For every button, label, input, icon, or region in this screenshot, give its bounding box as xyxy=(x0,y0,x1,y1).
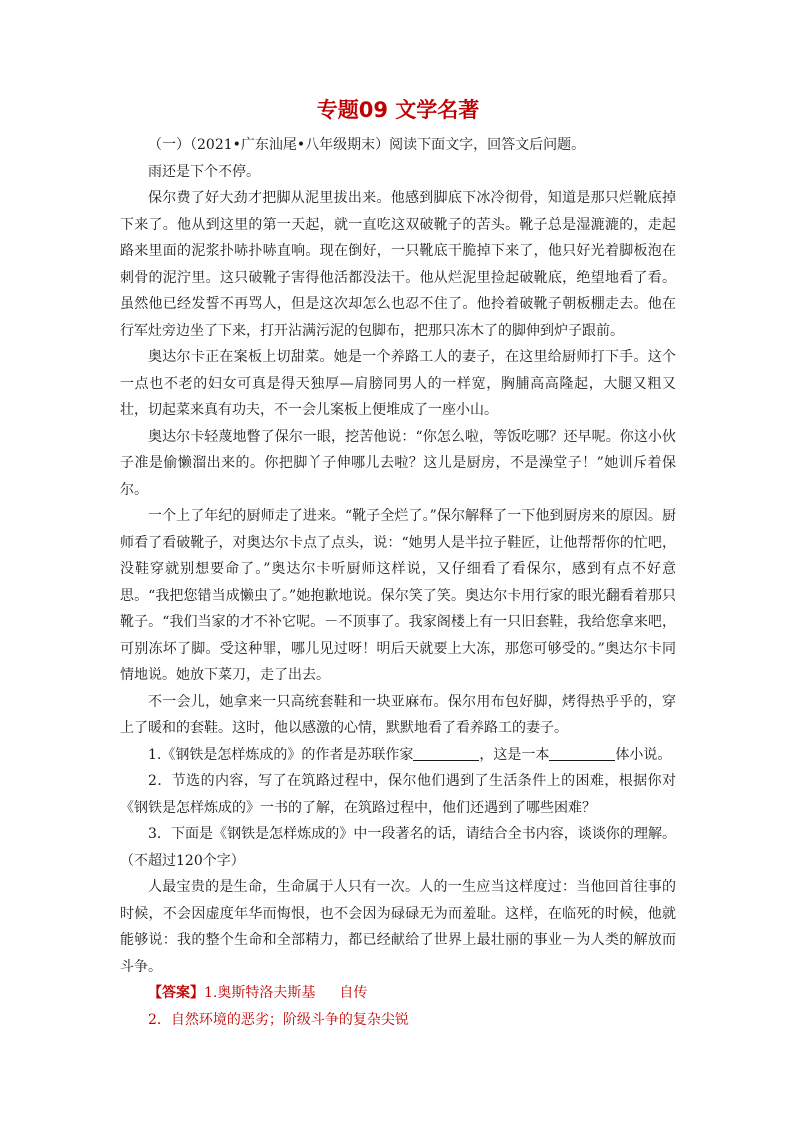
passage-paragraph-2: 保尔费了好大劲才把脚从泥里拔出来。他感到脚底下冰冷彻骨，知道是那只烂靴底掉下来了。他从到这里的第一天起，就一直吃这双破靴子的苦头。靴子总是湿漉漉的，走起路来里面的泥浆扑哧扑哧直响。现在倒好，一只靴底干脆掉下来了，他只好光着脚板泡在刺骨的泥泞里。这只破靴子害得他活都没法干。他从烂泥里捡起破靴底，绝望地看了看。虽然他已经发誓不再骂人，但是这次却怎么也忍不住了。他拎着破靴子朝板棚走去。他在行军灶旁边坐了下来，打开沾满污泥的包脚布，把那只冻木了的脚伸到炉子跟前。 xyxy=(120,190,676,339)
passage-paragraph-1: 雨还是下个不停。 xyxy=(148,163,260,180)
question-3: 3．下面是《钢铁是怎样炼成的》中一段著名的话，请结合全书内容，谈谈你的理解。（不超过120个字） xyxy=(120,826,676,869)
passage-paragraph-3: 奥达尔卡正在案板上切甜菜。她是一个养路工人的妻子，在这里给厨师打下手。这个一点也不老的妇女可真是得天独厚—肩膀同男人的一样宽，胸脯高高隆起，大腿又粗又壮，切起菜来真有功夫，不一会儿案板上便堆成了一座小山。 xyxy=(120,349,676,418)
question-1-part-1: 1.《钢铁是怎样炼成的》的作者是苏联作家 xyxy=(148,746,414,763)
answer-1-author: 1.奥斯特洛夫斯基 xyxy=(204,985,316,1001)
passage-paragraph-6: 不一会儿，她拿来一只高统套鞋和一块亚麻布。保尔用布包好脚，烤得热乎乎的，穿上了暖和的套鞋。这时，他以感激的心情，默默地看了看养路工的妻子。 xyxy=(120,693,676,736)
answer-blank-genre xyxy=(549,746,615,761)
question-1-part-2: ，这是一本 xyxy=(479,746,550,763)
answer-blank-author xyxy=(413,746,479,761)
answer-line-2: 2．自然环境的恶劣；阶级斗争的复杂尖锐 xyxy=(148,1011,409,1028)
quote-paragraph: 人最宝贵的是生命，生命属于人只有一次。人的一生应当这样度过：当他回首往事的时候，不会因虚度年华而悔恨，也不会因为碌碌无为而羞耻。这样，在临死的时候，他就能够说：我的整个生命和全部精力，都已经献给了世界上最壮丽的事业－为人类的解放而斗争。 xyxy=(120,879,676,975)
passage-paragraph-5: 一个上了年纪的厨师走了进来。“靴子全烂了。”保尔解释了一下他到厨房来的原因。厨师看了看破靴子，对奥达尔卡点了点头，说：“她男人是半拉子鞋匠，让他帮帮你的忙吧，没鞋穿就别想要命了。”奥达尔卡听厨师这样说，又仔细看了看保尔，感到有点不好意思。“我把您错当成懒虫了。”她抱歉地说。保尔笑了笑。奥达尔卡用行家的眼光翻看着那只靴子。“我们当家的才不补它呢。－不顶事了。我家阁楼上有一只旧套鞋，我给您拿来吧，可别冻坏了脚。受这种罪，哪儿见过呀！明后天就要上大冻，那您可够受的。”奥达尔卡同情地说。她放下菜刀，走了出去。 xyxy=(120,508,676,683)
passage-paragraph-4: 奥达尔卡轻蔑地瞥了保尔一眼，挖苦他说：“你怎么啦，等饭吃哪？还早呢。你这小伙子准是偷懒溜出来的。你把脚丫子伸哪儿去啦？这儿是厨房，不是澡堂子！”她训斥着保尔。 xyxy=(120,428,676,498)
answer-1-genre: 自传 xyxy=(339,985,368,1001)
section-intro: （一）（2021•广东汕尾•八年级期末）阅读下面文字，回答文后问题。 xyxy=(148,137,586,153)
page-title: 专题09 文学名著 xyxy=(316,98,480,122)
question-2: 2．节选的内容，写了在筑路过程中，保尔他们遇到了生活条件上的困难，根据你对《钢铁是怎样炼成的》一书的了解，在筑路过程中，他们还遇到了哪些困难？ xyxy=(120,773,676,816)
answer-tag: 【答案】 xyxy=(148,985,204,1001)
answer-line-1 xyxy=(120,980,676,1007)
question-1-part-3: 体小说。 xyxy=(615,746,672,763)
document-page xyxy=(120,96,676,1033)
question-1 xyxy=(120,742,676,769)
